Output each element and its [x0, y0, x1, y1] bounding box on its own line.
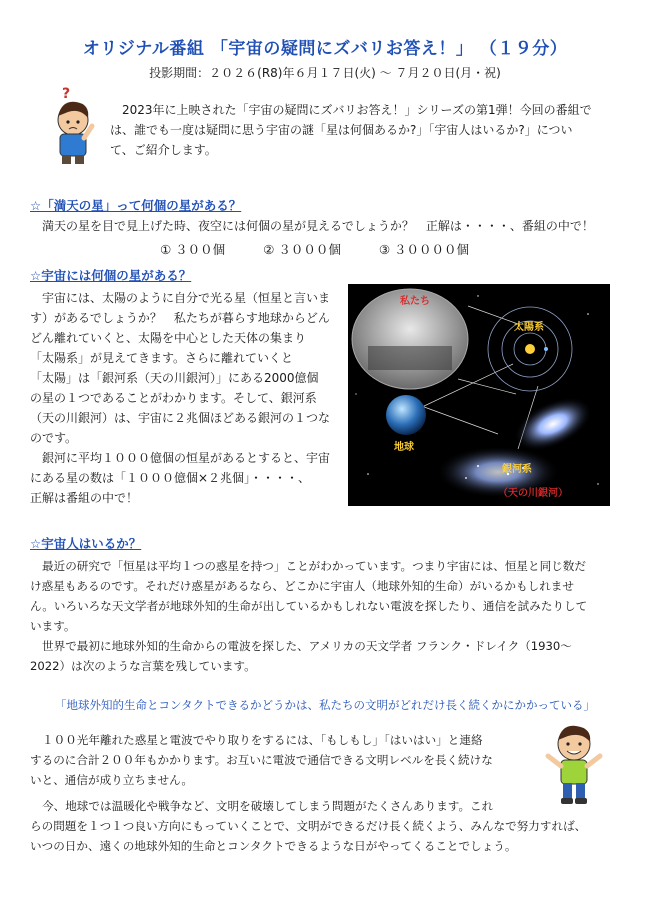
section-stars-in-universe-body: 宇宙には、太陽のように自分で光る星（恒星と言いま す）があるでしょうか？ 私たちが暮らす地球からどん どん離れていくと、太陽を中心とした天体の集まり 「太陽系」が見えてきます。さらに離れていくと 「太陽」は「銀河系（天の川銀河）」にある2000億個 の星の１つであることがわかります。そして、銀河系 （天の川銀河）は、宇宙に２兆個ほどある銀河の１つな のです。 銀河に平均１０００億個の恒星があるとすると、宇宙 にある星の数は「１０００億個×２兆個」・・・・、 正解は番組の中で！	[30, 291, 331, 505]
svg-text:?: ?	[62, 86, 71, 102]
closing-paragraph: 今、地球では温暖化や戦争など、文明を破壊してしまう問題がたくさんあります。これ らの問題を１つ１つ良い方向にもっていくことで、文明ができるだけ長く続くよう、みんなで努力すれば、 いつの日か、遠くの地球外知的生命とコンタクトできるような日がやってくることでしょう。	[30, 799, 587, 853]
screening-period: 投影期間：２０２６(R8)年６月１７日(火) ～ ７月２０日(月・祝)	[149, 66, 501, 80]
drake-quote: 「地球外知的生命とコンタクトできるかどうかは、私たちの文明がどれだけ長く続くかにかかっている」	[54, 698, 596, 712]
label-us: 私たち	[400, 296, 430, 307]
choice-2: ② ３０００個	[263, 242, 341, 257]
section-aliens-body: 最近の研究で「恒星は平均１つの惑星を持つ」ことがわかっています。つまり宇宙には、恒星と同じ数だ け惑星もあるのです。それだけ惑星があるなら、どこかに宇宙人（地球外知的生命）がいるかもしれませ ん。いろいろな天文学者が地球外知的生命が出しているかもしれない電波を探したり、通信を試みたりして います。 世界で最初に地球外知的生命からの電波を探した、アメリカの天文学者 フランク・ドレイク（1930～ 2022）は次のような言葉を残しています。	[30, 559, 588, 673]
universe-scale-image	[348, 284, 610, 506]
intro-paragraph: 2023年に上映された「宇宙の疑問にズバリお答え！」シリーズの第1弾！今回の番組で は、誰でも一度は疑問に思う宇宙の謎「星は何個あるか?」「宇宙人はいるか?」につい て、ご紹介します。	[110, 103, 592, 157]
communication-paragraph: １００光年離れた惑星と電波でやり取りをするには、「もしもし」「はいはい」と連絡 するのに合計２００年もかかります。お互いに電波で通信できる文明レベルを長く続けな いと、通信が成り立ちません。	[30, 733, 493, 787]
label-earth: 地球	[394, 442, 414, 453]
section-stars-visible-heading: ☆「満天の星」って何個の星がある？	[30, 198, 242, 213]
cheering-boy-illustration	[542, 722, 606, 808]
label-galaxy: 銀河系	[502, 464, 532, 475]
section-stars-in-universe-heading: ☆宇宙には何個の星がある？	[30, 268, 192, 283]
section-stars-visible-body: 満天の星を目で見上げた時、夜空には何個の星が見えるでしょうか？ 正解は・・・・、番組の中で！	[42, 219, 594, 233]
section-aliens-heading: ☆宇宙人はいるか？	[30, 536, 142, 551]
thinking-boy-illustration	[40, 86, 100, 166]
page-title: オリジナル番組 「宇宙の疑問にズバリお答え！」 （１９分）	[82, 39, 568, 59]
universe-scale-graphic	[348, 284, 610, 506]
choice-1: ① ３００個	[160, 242, 226, 257]
label-milky-way: （天の川銀河）	[498, 488, 568, 499]
label-solar-system: 太陽系	[514, 322, 544, 333]
answer-choices	[160, 240, 503, 258]
choice-3: ③ ３００００個	[378, 242, 470, 257]
